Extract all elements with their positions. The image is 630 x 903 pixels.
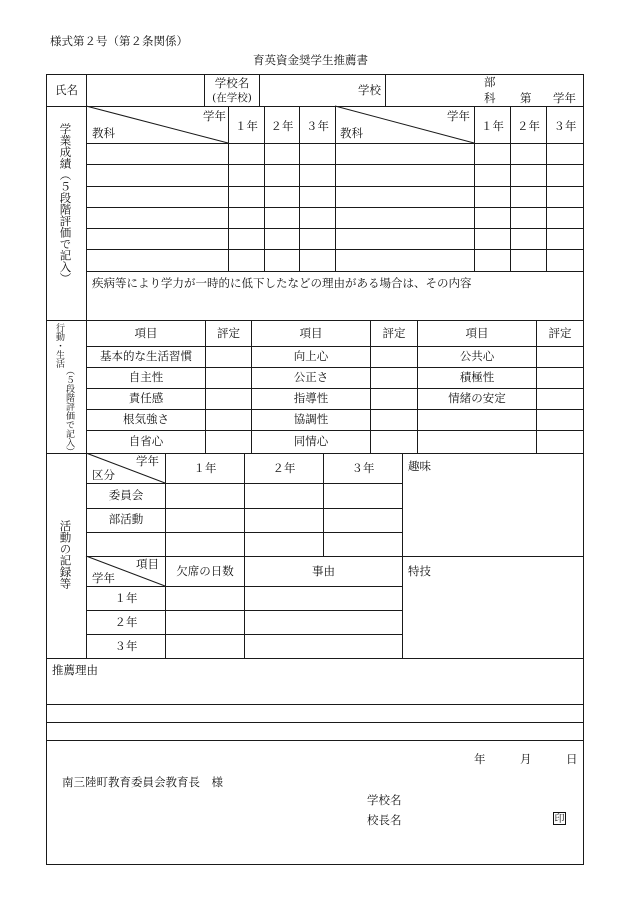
- date-month: 月: [520, 752, 532, 766]
- absence-days-header: 欠席の日数: [176, 564, 234, 578]
- behavior-item: 根気強さ: [123, 412, 169, 426]
- academic-year2-left: ２年: [270, 119, 294, 133]
- grade-suffix: 学年: [553, 91, 576, 105]
- activities-diag1-category: 区分: [92, 468, 115, 482]
- grade-row-1: １年: [114, 591, 138, 605]
- behavior-item: 同情心: [293, 434, 329, 448]
- principal-name-label: 校長名: [367, 813, 402, 827]
- behavior-col3-item-header: 項目: [465, 326, 489, 340]
- behavior-item: 情緒の安定: [448, 391, 506, 405]
- behavior-col3-rating-header: 評定: [548, 326, 572, 340]
- school-name-label: 学校名: [214, 76, 250, 90]
- behavior-item: 公正さ: [293, 370, 329, 384]
- grade-row-2: ２年: [114, 615, 138, 629]
- date-day: 日: [566, 752, 578, 766]
- special-skill-label: 特技: [408, 564, 431, 578]
- behavior-side-sublabel: （５段階評価で記入）: [64, 366, 74, 456]
- academic-year3-left: ３年: [306, 119, 329, 133]
- date-year: 年: [474, 752, 486, 766]
- school-name-sublabel: (在学校): [212, 92, 252, 104]
- recommendation-reason-label: 推薦理由: [52, 663, 98, 677]
- form-number: 様式第２号（第２条関係）: [50, 34, 188, 48]
- activities-diag1-grade: 学年: [136, 454, 159, 468]
- behavior-item: 責任感: [128, 391, 164, 405]
- behavior-col2-rating-header: 評定: [382, 326, 406, 340]
- academic-diag-subject-right: 教科: [340, 126, 363, 140]
- academic-diag-grade: 学年: [203, 109, 226, 123]
- activities-diag2-item: 項目: [136, 557, 159, 571]
- activities-side-label: 活動の記録等: [58, 520, 73, 589]
- behavior-item: 公共心: [459, 349, 495, 363]
- academic-year1-left: １年: [235, 119, 258, 133]
- academic-year2-right: ２年: [517, 119, 540, 133]
- academic-year3-right: ３年: [553, 119, 577, 133]
- course-label: 科: [484, 91, 496, 105]
- behavior-item: 自主性: [128, 370, 164, 384]
- behavior-item: 向上心: [293, 349, 329, 363]
- behavior-col2-item-header: 項目: [299, 326, 323, 340]
- school-suffix: 学校: [358, 83, 381, 97]
- behavior-item: 自省心: [128, 434, 164, 448]
- activities-year1: １年: [193, 461, 217, 475]
- activities-year2: ２年: [272, 461, 296, 475]
- activities-committee: 委員会: [108, 488, 144, 502]
- academic-note: 疾病等により学力が一時的に低下したなどの理由がある場合は、その内容: [92, 276, 472, 290]
- reason-header: 事由: [312, 564, 335, 578]
- behavior-col1-item-header: 項目: [134, 326, 158, 340]
- behavior-item: 指導性: [293, 391, 329, 405]
- seal-mark: 印: [554, 814, 565, 825]
- academic-diag-grade-right: 学年: [447, 109, 470, 123]
- name-label: 氏名: [55, 83, 78, 97]
- activities-club: 部活動: [108, 512, 144, 526]
- activities-year3: ３年: [351, 461, 375, 475]
- addressee: 南三陸町教育委員会教育長 様: [62, 775, 223, 789]
- hobby-label: 趣味: [408, 459, 431, 473]
- behavior-item: 基本的な生活習慣: [100, 349, 192, 363]
- activities-diag2-grade: 学年: [92, 571, 115, 585]
- behavior-col1-rating-header: 評定: [217, 326, 240, 340]
- behavior-side-label: 行動・生活: [54, 323, 64, 368]
- grade-row-3: ３年: [114, 639, 138, 653]
- academic-year1-right: １年: [481, 119, 504, 133]
- school-name-footer: 学校名: [367, 793, 402, 807]
- behavior-item: 積極性: [459, 370, 495, 384]
- academic-side-label: 学業成績（５段階評価で記入）: [58, 123, 73, 284]
- academic-diag-subject: 教科: [92, 126, 115, 140]
- department-label: 部: [484, 75, 496, 89]
- form-title: 育英資金奨学生推薦書: [253, 53, 368, 67]
- behavior-item: 協調性: [293, 412, 329, 426]
- grade-prefix: 第: [520, 91, 532, 105]
